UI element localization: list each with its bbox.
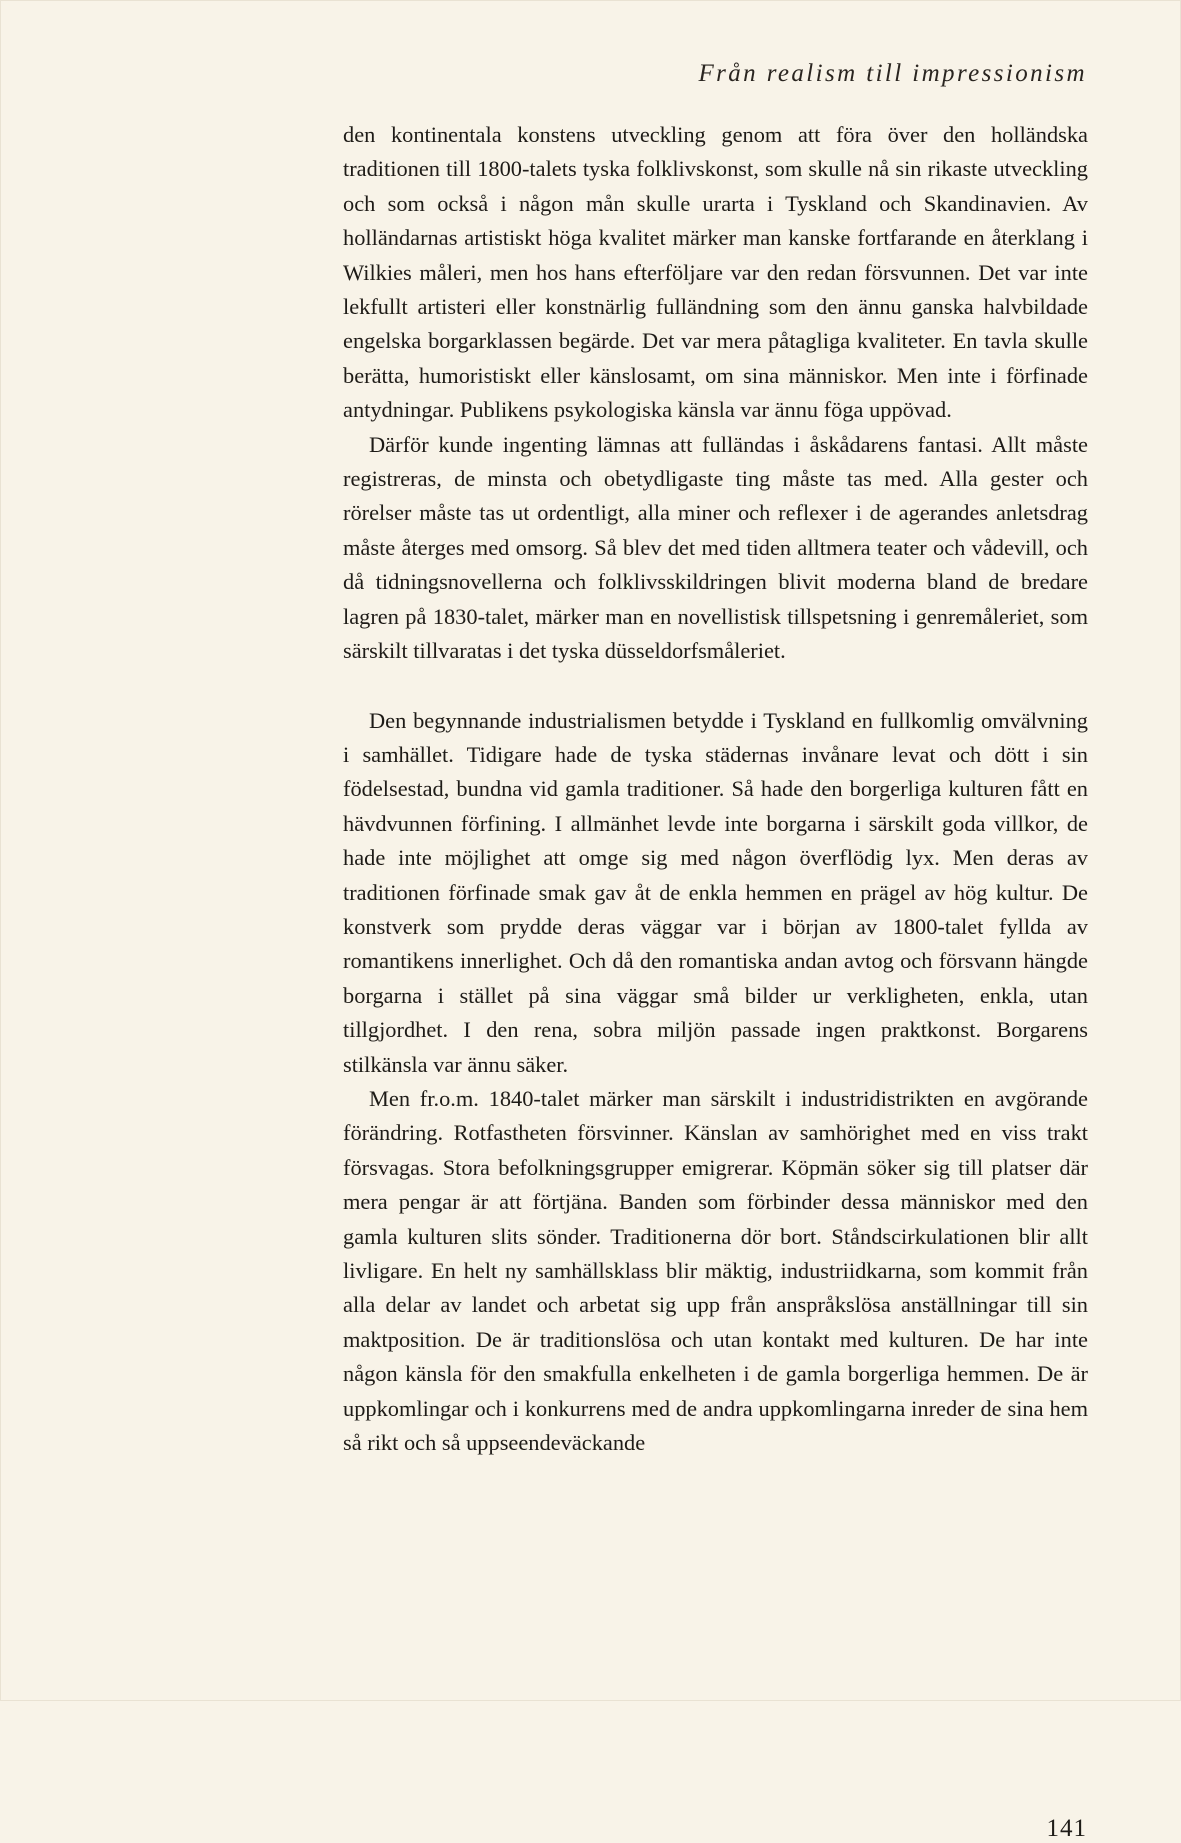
- page-number: 141: [1046, 1815, 1087, 1842]
- paragraph-2: Därför kunde ingenting lämnas att fulländas i åskådarens fantasi. Allt måste registreras, de minsta och obetydligaste ting måste tas med. Alla gester och rörelser måste tas ut ordentligt, alla miner och reflexer i de agerandes anletsdrag måste återges med omsorg. Så blev det med tiden alltmera teater och vådevill, och då tidningsnovellerna och folklivsskildringen blivit moderna bland de bredare lagren på 1830-talet, märker man en novellistisk tillspetsning i genremåleriet, som särskilt tillvaratas i det tyska düsseldorfsmåleriet.: [343, 431, 1088, 664]
- paragraph-4: Men fr.o.m. 1840-talet märker man särskilt i industridistrikten en avgörande förändring. Rotfastheten försvinner. Känslan av samhörighet med en viss trakt försvagas. Stora befolkningsgrupper emigrerar. Köpmän söker sig till platser där mera pengar är att förtjäna. Banden som förbinder dessa människor med den gamla kulturen slits sönder. Traditionerna dör bort. Ståndscirkulationen blir allt livligare. En helt ny samhällsklass blir mäktig, industriidkarna, som kommit från alla delar av landet och arbetat sig upp från anspråkslösa anställningar till sin maktposition. De är traditionslösa och utan kontakt med kulturen. De har inte någon känsla för den smakfulla enkelheten i de gamla borgerliga hemmen. De är uppkomlingar och i konkurrens med de andra uppkomlingarna inreder de sina hem så rikt och så uppseendeväckande: [343, 1085, 1088, 1456]
- running-header: Från realism till impressionism: [698, 60, 1087, 87]
- body-text: [343, 118, 1088, 1460]
- paragraph-1: den kontinentala konstens utveckling genom att föra över den holländska traditionen till 1800-talets tyska folklivskonst, som skulle nå sin rikaste utveckling och som också i någon mån skulle urarta i Tyskland och Skandinavien. Av holländarnas artistiskt höga kvalitet märker man kanske fortfarande en återklang i Wilkies måleri, men hos hans efterföljare var den redan försvunnen. Det var inte lekfullt artisteri eller konstnärlig fulländning som den ännu ganska halvbildade engelska borgarklassen begärde. Det var mera påtagliga kvaliteter. En tavla skulle berätta, humoristiskt eller känslosamt, om sina människor. Men inte i förfinade antydningar. Publikens psykologiska känsla var ännu föga uppövad.: [343, 122, 1088, 423]
- paragraph-3: Den begynnande industrialismen betydde i Tyskland en fullkomlig omvälvning i samhället. Tidigare hade de tyska städernas invånare levat och dött i sin födelsestad, bundna vid gamla traditioner. Så hade den borgerliga kulturen fått en hävdvunnen förfining. I allmänhet levde inte borgarna i särskilt goda villkor, de hade inte möjlighet att omge sig med någon överflödig lyx. Men deras av traditionen förfinade smak gav åt de enkla hemmen en prägel av hög kultur. De konstverk som prydde deras väggar var i början av 1800-talet fyllda av romantikens innerlighet. Och då den romantiska andan avtog och försvann hängde borgarna i stället på sina väggar små bilder ur verkligheten, enkla, utan tillgjordhet. I den rena, sobra miljön passade ingen praktkonst. Borgarens stilkänsla var ännu säker.: [343, 707, 1088, 1077]
